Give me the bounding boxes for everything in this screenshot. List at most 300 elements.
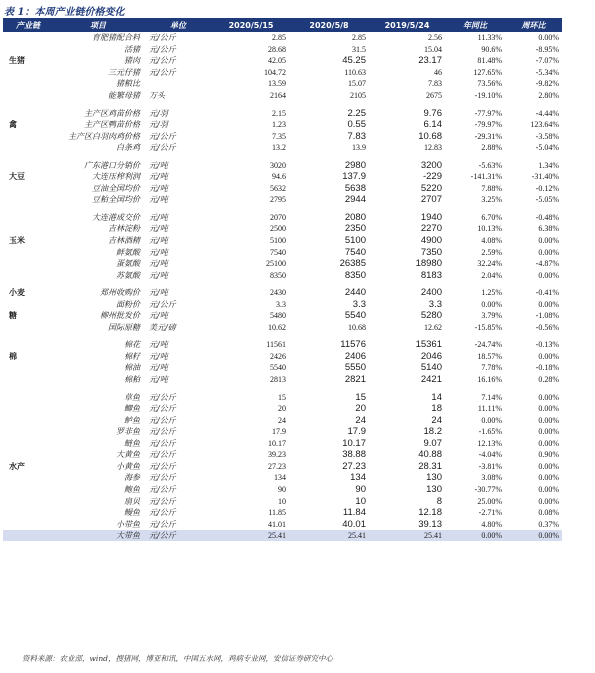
table-row: [3, 472, 562, 484]
cell-yoy: -79.97%: [474, 120, 502, 130]
table-row: [3, 107, 562, 119]
cell-value-0508: 110.63: [344, 67, 366, 77]
cell-item: 扇贝: [124, 496, 140, 506]
cell-value-0515: 2070: [270, 212, 286, 222]
cell-value-0524: 9.07: [423, 437, 442, 449]
cell-unit: 元/吨: [149, 247, 168, 257]
cell-value-0524: 7350: [420, 246, 442, 258]
cell-chain: [3, 130, 53, 142]
cell-item: 大黄鱼: [116, 450, 140, 460]
cell-chain: [3, 391, 53, 403]
cell-chain: 玉米: [9, 235, 25, 246]
cell-item: 活猪: [124, 44, 140, 54]
table-row: [3, 530, 562, 542]
cell-unit: 元/公斤: [149, 143, 176, 153]
cell-yoy: 7.78%: [481, 363, 502, 373]
cell-yoy: 6.70%: [481, 212, 502, 222]
cell-item: 主产区白羽肉鸡价格: [68, 131, 140, 141]
cell-value-0524: 18: [431, 403, 442, 415]
cell-yoy: -77.97%: [474, 108, 502, 118]
cell-unit: 元/公斤: [149, 461, 176, 471]
table-row: [3, 287, 562, 299]
cell-value-0508: 8350: [344, 269, 366, 281]
cell-value-0524: 7.83: [428, 79, 442, 89]
cell-value-0515: 8350: [270, 270, 286, 280]
cell-unit: 元/公斤: [149, 484, 176, 494]
table-body: [3, 32, 562, 541]
cell-wow: 6.38%: [538, 224, 559, 234]
cell-value-0524: 46: [434, 67, 442, 77]
cell-value-0515: 2813: [270, 375, 286, 385]
cell-value-0515: 2430: [270, 288, 286, 298]
cell-wow: -8.95%: [535, 44, 559, 54]
cell-item: 国际原糖: [108, 322, 140, 332]
cell-chain: [3, 78, 53, 90]
cell-value-0508: 7.83: [347, 130, 366, 142]
cell-item: 棉籽: [124, 351, 140, 361]
table-row: [3, 362, 562, 374]
cell-unit: [143, 78, 213, 90]
cell-wow: -0.13%: [535, 340, 559, 350]
cell-item: 蛋氨酸: [116, 259, 140, 269]
cell-value-0515: 42.05: [268, 56, 286, 66]
cell-value-0515: 3.3: [276, 299, 286, 309]
cell-unit: 元/羽: [149, 120, 168, 130]
cell-item: 主产区鸡苗价格: [84, 108, 140, 118]
table-row: [3, 32, 562, 44]
cell-yoy: -5.63%: [478, 160, 502, 170]
table-row: [3, 374, 562, 386]
cell-value-0515: 28.68: [268, 44, 286, 54]
cell-chain: 大豆: [9, 171, 25, 182]
cell-wow: -5.34%: [535, 67, 559, 77]
cell-yoy: -3.81%: [478, 461, 502, 471]
cell-value-0508: 10: [355, 495, 366, 507]
cell-value-0524: 40.88: [418, 449, 442, 461]
cell-chain: [3, 507, 53, 519]
cell-unit: 元/吨: [149, 340, 168, 350]
cell-unit: 元/吨: [149, 212, 168, 222]
cell-value-0508: 27.23: [342, 460, 366, 472]
cell-item: 小黄鱼: [116, 461, 140, 471]
cell-item: 猪肉: [124, 56, 140, 66]
cell-yoy: 32.24%: [477, 259, 502, 269]
cell-item: 大连压榨利润: [92, 172, 140, 182]
header-row: [3, 18, 562, 32]
cell-value-0524: 14: [431, 391, 442, 403]
cell-yoy: 4.08%: [481, 236, 502, 246]
cell-wow: 0.00%: [538, 427, 559, 437]
header-date-2: 2020/5/8: [289, 18, 369, 32]
cell-unit: 元/吨: [149, 183, 168, 193]
cell-value-0508: 26385: [339, 258, 366, 270]
cell-yoy: -2.71%: [478, 508, 502, 518]
cell-wow: -5.04%: [535, 143, 559, 153]
cell-unit: 元/公斤: [149, 56, 176, 66]
cell-item: 大连港成交价: [92, 212, 140, 222]
cell-value-0515: 2.15: [272, 108, 286, 118]
cell-wow: 0.00%: [538, 438, 559, 448]
cell-wow: 0.90%: [538, 450, 559, 460]
cell-value-0524: 28.31: [418, 460, 442, 472]
table-row: [3, 119, 562, 131]
cell-value-0508: 2980: [344, 159, 366, 171]
cell-wow: 1.34%: [538, 160, 559, 170]
cell-item: 鳗鱼: [124, 508, 140, 518]
cell-unit: 元/公斤: [149, 496, 176, 506]
cell-wow: 0.00%: [538, 484, 559, 494]
table-row: [3, 298, 562, 310]
cell-value-0524: 4900: [420, 235, 442, 247]
cell-yoy: 0.00%: [445, 530, 505, 542]
cell-value-0508: 11.84: [342, 507, 366, 519]
header-chain: 产业链: [3, 18, 53, 32]
cell-wow: -0.41%: [535, 288, 559, 298]
cell-value-0515: 2164: [270, 91, 286, 100]
cell-unit: 元/吨: [149, 270, 168, 280]
table-row: [3, 55, 562, 67]
table-row: [3, 142, 562, 154]
cell-chain: 糖: [9, 310, 17, 321]
cell-wow: -0.18%: [535, 363, 559, 373]
cell-chain: 生猪: [9, 55, 25, 66]
cell-chain: [3, 414, 53, 426]
cell-value-0524: 25.41: [369, 530, 445, 542]
cell-yoy: 81.48%: [477, 56, 502, 66]
cell-unit: 元/公斤: [149, 44, 176, 54]
cell-item: 大带鱼: [53, 530, 143, 542]
cell-value-0515: 25.41: [213, 530, 289, 542]
cell-wow: 0.00%: [538, 415, 559, 425]
cell-unit: 元/吨: [149, 172, 168, 182]
cell-unit: 元/吨: [149, 195, 168, 205]
cell-chain: [3, 44, 53, 56]
cell-yoy: -1.65%: [478, 427, 502, 437]
cell-value-0508: 24: [355, 414, 366, 426]
header-unit: 单位: [143, 18, 213, 32]
cell-yoy: 3.25%: [481, 195, 502, 205]
cell-value-0508: 2350: [344, 223, 366, 235]
cell-wow: 0.00%: [538, 392, 559, 402]
cell-value-0508: 45.25: [342, 55, 366, 67]
cell-wow: -7.07%: [535, 56, 559, 66]
cell-yoy: 12.13%: [477, 438, 502, 448]
cell-yoy: -4.04%: [478, 450, 502, 460]
table-row: [3, 223, 562, 235]
cell-value-0515: 5100: [270, 236, 286, 246]
cell-value-0524: -229: [422, 171, 442, 183]
cell-value-0515: 104.72: [264, 67, 286, 77]
cell-chain: [3, 183, 53, 195]
cell-item: 鲫鱼: [124, 404, 140, 414]
cell-wow: 0.00%: [538, 33, 559, 43]
cell-unit: 元/吨: [149, 375, 168, 385]
cell-chain: [3, 449, 53, 461]
cell-chain: [3, 472, 53, 484]
cell-item: 育肥猪配合料: [92, 33, 140, 43]
cell-value-0508: 2944: [344, 194, 366, 206]
table-row: [3, 403, 562, 415]
cell-value-0508: 7540: [344, 246, 366, 258]
table-row: [3, 130, 562, 142]
cell-value-0524: 15.04: [424, 44, 442, 54]
cell-chain: [3, 530, 53, 542]
cell-value-0524: 5220: [420, 182, 442, 194]
cell-chain: [3, 495, 53, 507]
table-row: [3, 461, 562, 473]
cell-value-0515: 13.2: [272, 143, 286, 153]
price-table: [3, 18, 562, 541]
cell-wow: 0.00%: [538, 270, 559, 280]
cell-value-0508: 11576: [340, 339, 366, 351]
cell-yoy: 0.00%: [481, 299, 502, 309]
cell-item: 苏氨酸: [116, 270, 140, 280]
cell-yoy: 1.25%: [481, 288, 502, 298]
cell-unit: 元/公斤: [143, 530, 213, 542]
cell-yoy: 90.6%: [481, 44, 502, 54]
cell-value-0508: 5638: [344, 182, 366, 194]
cell-value-0515: 7540: [270, 247, 286, 257]
cell-yoy: 73.56%: [477, 79, 502, 89]
cell-yoy: 4.80%: [481, 519, 502, 529]
cell-value-0524: 24: [431, 414, 442, 426]
cell-yoy: 10.13%: [477, 224, 502, 234]
cell-value-0515: 7.35: [272, 131, 286, 141]
cell-chain: [3, 322, 53, 334]
cell-wow: 0.00%: [538, 236, 559, 246]
cell-chain: [3, 484, 53, 496]
source-note: 资料来源：农业部，wind，搜猪网，博亚和讯，中国五水网，鸡病专业网，安信证券研究中心: [22, 654, 333, 663]
cell-wow: 0.08%: [538, 508, 559, 518]
cell-value-0508: 2.25: [347, 107, 366, 119]
cell-chain: [3, 258, 53, 270]
cell-wow: 0.00%: [538, 351, 559, 361]
cell-value-0508: 3.3: [352, 298, 366, 310]
cell-value-0515: 39.23: [268, 450, 286, 460]
cell-value-0524: 1940: [420, 211, 442, 223]
cell-item: 白条鸡: [116, 143, 140, 153]
cell-value-0508: 0.55: [347, 119, 366, 131]
cell-chain: [3, 518, 53, 530]
cell-unit: 元/吨: [149, 259, 168, 269]
cell-value-0524: 12.62: [424, 322, 442, 332]
cell-value-0515: 11.85: [268, 508, 286, 518]
table-row: [3, 159, 562, 171]
cell-wow: 0.00%: [538, 461, 559, 471]
cell-chain: [3, 246, 53, 258]
cell-chain: 水产: [9, 460, 25, 471]
cell-value-0524: 10.68: [418, 130, 442, 142]
cell-unit: 美元/磅: [149, 322, 176, 332]
cell-value-0524: 3200: [420, 159, 442, 171]
cell-yoy: 3.08%: [481, 473, 502, 483]
cell-value-0515: 2426: [270, 351, 286, 361]
cell-unit: 元/公斤: [149, 299, 176, 309]
table-row: [3, 339, 562, 351]
table-row: [3, 90, 562, 102]
table-row: [3, 183, 562, 195]
table-row: [3, 171, 562, 183]
cell-wow: 0.00%: [538, 404, 559, 414]
table-row: [3, 269, 562, 281]
cell-item: 罗非鱼: [116, 427, 140, 437]
cell-wow: -31.40%: [531, 172, 559, 182]
table-row: [3, 438, 562, 450]
cell-wow: -0.56%: [535, 322, 559, 332]
cell-value-0515: 90: [278, 484, 286, 494]
cell-value-0524: 2046: [420, 350, 442, 362]
table-row: [3, 484, 562, 496]
cell-value-0508: 15.07: [348, 79, 366, 89]
table-title: 表 1：本周产业链价格变化: [4, 7, 125, 18]
cell-value-0524: 39.13: [418, 518, 442, 530]
cell-value-0508: 38.88: [342, 449, 366, 461]
cell-item: 鲈鱼: [124, 415, 140, 425]
table-row: [3, 426, 562, 438]
table-row: [3, 258, 562, 270]
cell-chain: [3, 426, 53, 438]
table-row: [3, 67, 562, 79]
cell-yoy: 25.00%: [477, 496, 502, 506]
cell-value-0524: 23.17: [418, 55, 442, 67]
cell-value-0508: 25.41: [289, 530, 369, 542]
cell-chain: 小麦: [9, 287, 25, 298]
cell-item: 三元仔猪: [108, 67, 140, 77]
cell-unit: 元/吨: [149, 288, 168, 298]
cell-value-0524: 2707: [420, 194, 442, 206]
cell-value-0508: 134: [350, 472, 366, 484]
cell-item: 鲍鱼: [124, 484, 140, 494]
cell-item: 鲜氨酸: [116, 247, 140, 257]
cell-item: 鲢鱼: [124, 438, 140, 448]
cell-wow: -1.08%: [535, 311, 559, 321]
cell-wow: -5.05%: [535, 195, 559, 205]
cell-chain: [3, 212, 53, 224]
cell-wow: -4.87%: [535, 259, 559, 269]
cell-value-0515: 3020: [270, 160, 286, 170]
cell-wow: 0.00%: [538, 299, 559, 309]
cell-value-0515: 1.23: [272, 120, 286, 130]
header-date-3: 2019/5/24: [369, 18, 445, 32]
cell-wow: -3.58%: [535, 131, 559, 141]
cell-yoy: 2.88%: [481, 143, 502, 153]
cell-value-0515: 5632: [270, 183, 286, 193]
cell-item: 主产区鸭苗价格: [84, 120, 140, 130]
cell-wow: 0.00%: [505, 530, 562, 542]
cell-value-0515: 2795: [270, 195, 286, 205]
cell-chain: 棉: [9, 350, 17, 361]
cell-chain: [3, 339, 53, 351]
cell-yoy: 7.14%: [481, 392, 502, 402]
cell-value-0515: 5540: [270, 363, 286, 373]
cell-unit: 元/公斤: [149, 131, 176, 141]
cell-chain: [3, 223, 53, 235]
table-row: [3, 235, 562, 247]
cell-yoy: -30.77%: [474, 484, 502, 494]
cell-unit: 元/公斤: [149, 473, 176, 483]
cell-item: 面粉价: [116, 299, 140, 309]
table-row: [3, 449, 562, 461]
cell-value-0524: 8183: [420, 269, 442, 281]
cell-value-0508: 10.68: [348, 322, 366, 332]
cell-chain: [3, 269, 53, 281]
cell-value-0524: 2675: [426, 91, 442, 100]
cell-value-0508: 2.85: [352, 33, 366, 43]
cell-value-0515: 2.85: [272, 33, 286, 43]
cell-value-0524: 2400: [420, 287, 442, 299]
cell-value-0524: 8: [436, 495, 442, 507]
table-row: [3, 351, 562, 363]
cell-value-0515: 13.59: [268, 79, 286, 89]
cell-value-0508: 90: [355, 483, 366, 495]
cell-chain: [3, 90, 53, 102]
cell-item: 海参: [124, 473, 140, 483]
cell-value-0515: 41.01: [268, 519, 286, 529]
cell-chain: [3, 374, 53, 386]
cell-yoy: 2.04%: [481, 270, 502, 280]
cell-yoy: 0.00%: [481, 415, 502, 425]
cell-yoy: 3.79%: [481, 311, 502, 321]
cell-chain: [3, 142, 53, 154]
cell-value-0508: 5550: [344, 362, 366, 374]
header-item: 项目: [53, 18, 143, 32]
cell-item: 广东港口分销价: [84, 160, 140, 170]
cell-value-0524: 130: [426, 483, 442, 495]
cell-unit: 元/吨: [149, 236, 168, 246]
cell-value-0508: 137.9: [342, 171, 366, 183]
cell-wow: 0.28%: [538, 375, 559, 385]
cell-unit: 元/吨: [149, 311, 168, 321]
cell-unit: 元/公斤: [149, 392, 176, 402]
cell-value-0515: 20: [278, 404, 286, 414]
cell-item: 柳州批发价: [100, 311, 140, 321]
cell-value-0524: 18980: [415, 258, 442, 270]
cell-item: 棉油: [124, 363, 140, 373]
cell-value-0508: 15: [355, 391, 366, 403]
cell-unit: 元/公斤: [149, 508, 176, 518]
cell-unit: 元/公斤: [149, 438, 176, 448]
cell-chain: [3, 298, 53, 310]
cell-value-0515: 2500: [270, 224, 286, 234]
cell-yoy: 11.33%: [477, 33, 502, 43]
cell-value-0515: 134: [274, 473, 286, 483]
table-row: [3, 518, 562, 530]
cell-item: 棉花: [124, 340, 140, 350]
cell-value-0524: 5280: [420, 310, 442, 322]
cell-value-0515: 27.23: [268, 461, 286, 471]
cell-unit: 元/公斤: [149, 415, 176, 425]
cell-wow: 0.00%: [538, 247, 559, 257]
cell-unit: 元/公斤: [149, 404, 176, 414]
cell-unit: 元/公斤: [149, 67, 176, 77]
cell-value-0508: 2440: [344, 287, 366, 299]
cell-value-0508: 10.17: [342, 437, 366, 449]
cell-value-0524: 2421: [420, 374, 442, 386]
cell-value-0524: 12.18: [418, 507, 442, 519]
table-row: [3, 322, 562, 334]
cell-chain: [3, 194, 53, 206]
cell-yoy: -141.31%: [470, 172, 502, 182]
cell-wow: -0.12%: [535, 183, 559, 193]
cell-yoy: 127.65%: [473, 67, 502, 77]
cell-item: 豆油全国均价: [92, 183, 140, 193]
cell-item: 草鱼: [124, 392, 140, 402]
cell-value-0508: 2406: [344, 350, 366, 362]
cell-value-0524: 5140: [420, 362, 442, 374]
cell-wow: -0.48%: [535, 212, 559, 222]
cell-chain: [3, 107, 53, 119]
cell-wow: 0.00%: [538, 473, 559, 483]
